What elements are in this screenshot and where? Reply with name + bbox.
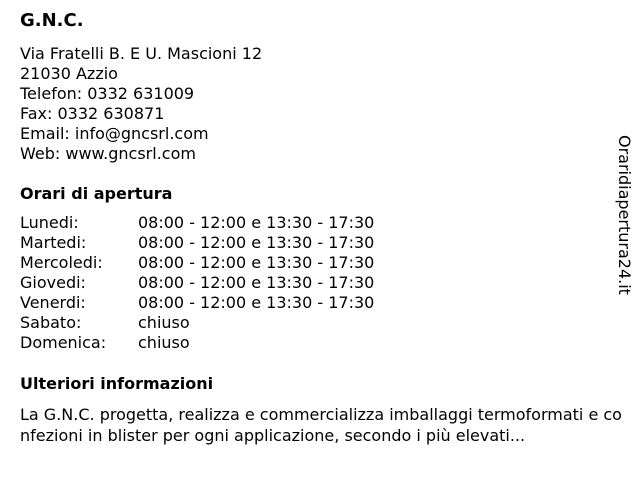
hours-time: 08:00 - 12:00 e 13:30 - 17:30 <box>138 233 375 252</box>
hours-day: Domenica: <box>20 333 107 352</box>
business-description: La G.N.C. progetta, realizza e commercializza imballaggi termoformati e confezioni in blister per ogni applicazione, secondo i più elevati... <box>20 405 622 445</box>
hours-day: Sabato: <box>20 313 82 332</box>
hours-day: Venerdi: <box>20 293 86 312</box>
hours-time: 08:00 - 12:00 e 13:30 - 17:30 <box>138 253 375 272</box>
city-line: 21030 Azzio <box>20 64 118 83</box>
web-line: Web: www.gncsrl.com <box>20 144 196 163</box>
hours-day: Mercoledi: <box>20 253 103 272</box>
street-address: Via Fratelli B. E U. Mascioni 12 <box>20 44 263 63</box>
hours-time: 08:00 - 12:00 e 13:30 - 17:30 <box>138 213 375 232</box>
email-line: Email: info@gncsrl.com <box>20 124 209 143</box>
phone-line: Telefon: 0332 631009 <box>20 84 195 103</box>
hours-day: Lunedi: <box>20 213 79 232</box>
hours-time: chiuso <box>138 333 190 352</box>
hours-day: Martedi: <box>20 233 87 252</box>
hours-time: chiuso <box>138 313 190 332</box>
site-watermark: Oraridiapertura24.it <box>615 135 634 295</box>
fax-line: Fax: 0332 630871 <box>20 104 165 123</box>
hours-time: 08:00 - 12:00 e 13:30 - 17:30 <box>138 273 375 292</box>
opening-hours-heading: Orari di apertura <box>20 184 173 203</box>
hours-time: 08:00 - 12:00 e 13:30 - 17:30 <box>138 293 375 312</box>
contact-block <box>20 44 262 164</box>
hours-day: Giovedi: <box>20 273 86 292</box>
business-name: G.N.C. <box>20 10 84 31</box>
additional-info-heading: Ulteriori informazioni <box>20 374 214 393</box>
